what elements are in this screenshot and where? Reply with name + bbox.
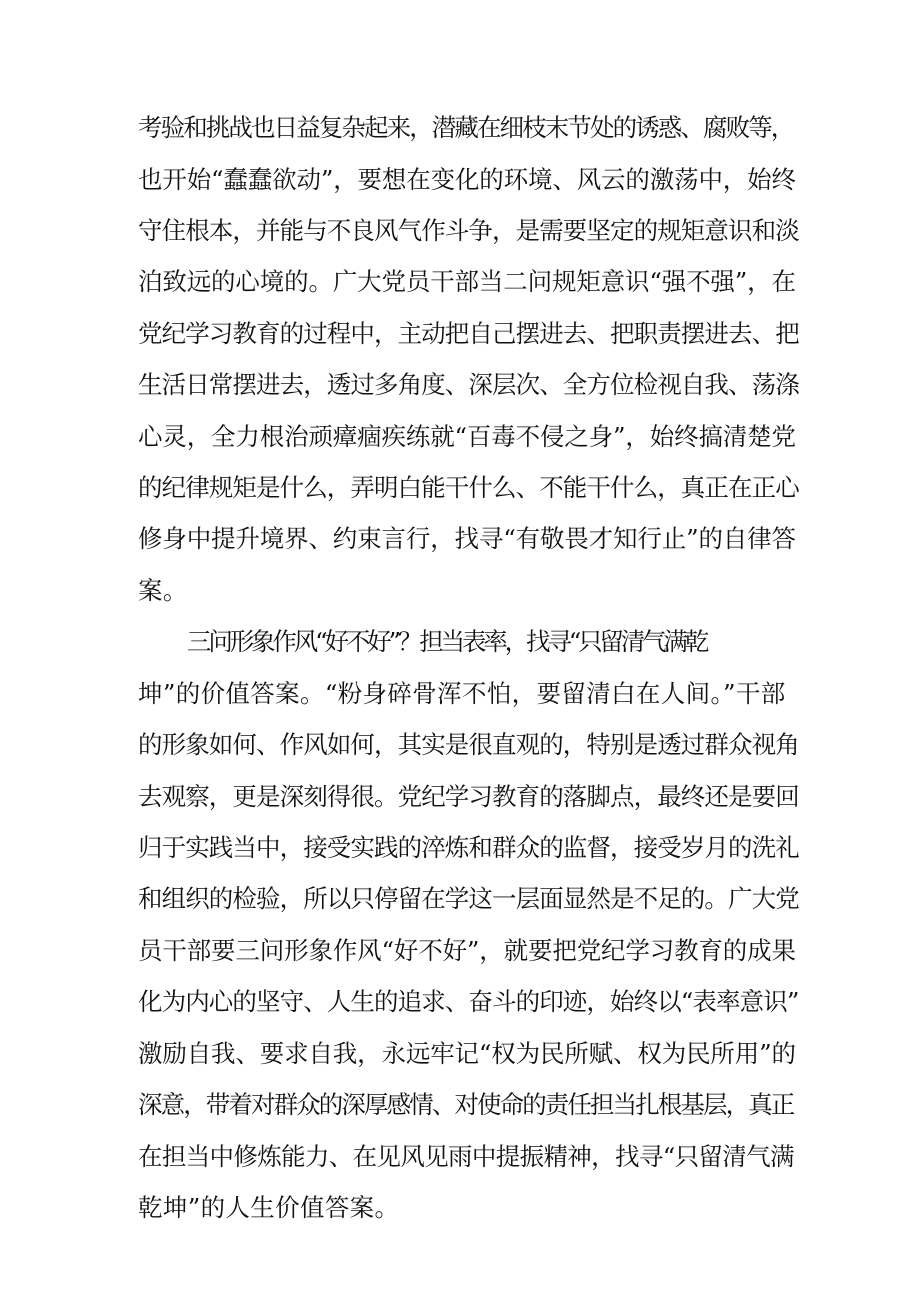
- text-line: 也开始“蠢蠢欲动”，要想在变化的环境、风云的激荡中，始终: [138, 165, 796, 194]
- text-line: 在担当中修炼能力、在见风见雨中提振精神，找寻“只留清气满: [138, 1142, 794, 1171]
- text-line: 考验和挑战也日益复杂起来，潜藏在细枝末节处的诱惑、腐败等，: [138, 113, 794, 142]
- text-line: 深意，带着对群众的深厚感情、对使命的责任担当扎根基层，真正: [138, 1090, 794, 1119]
- text-line: 乾坤”的人生价值答案。: [138, 1193, 400, 1222]
- text-line: 员干部要三问形象作风“好不好”，就要把党纪学习教育的成果: [138, 936, 796, 965]
- text-line: 归于实践当中，接受实践的淬炼和群众的监督，接受岁月的洗礼: [138, 833, 799, 862]
- text-line: 案。: [138, 576, 188, 605]
- text-line: 生活日常摆进去，透过多角度、深层次、全方位检视自我、荡涤: [138, 370, 799, 399]
- text-line: 修身中提升境界、约束言行，找寻“有敬畏才知行止”的自律答: [138, 524, 796, 553]
- text-line: 坤”的价值答案。“粉身碎骨浑不怕，要留清白在人间。”干部: [138, 679, 786, 708]
- text-line: 党纪学习教育的过程中，主动把自己摆进去、把职责摆进去、把: [138, 319, 799, 348]
- text-line: 守住根本，并能与不良风气作斗争，是需要坚定的规矩意识和淡: [138, 216, 799, 245]
- text-line: 去观察，更是深刻得很。党纪学习教育的落脚点，最终还是要回: [138, 782, 799, 811]
- text-line: 激励自我、要求自我，永远牢记“权为民所赋、权为民所用”的: [138, 1039, 796, 1068]
- text-line: 的纪律规矩是什么，弄明白能干什么、不能干什么，真正在正心: [138, 473, 799, 502]
- text-line: 心灵，全力根治顽瘴痼疾练就“百毒不侵之身”，始终搞清楚党: [138, 422, 796, 451]
- text-line: 泊致远的心境的。广大党员干部当二问规矩意识“强不强”，在: [138, 267, 796, 296]
- text-line: 三问形象作风“好不好”？担当表率，找寻“只留清气满乾: [187, 627, 707, 656]
- text-line: 的形象如何、作风如何，其实是很直观的，特别是透过群众视角: [138, 730, 799, 759]
- text-line: 化为内心的坚守、人生的追求、奋斗的印迹，始终以“表率意识”: [138, 987, 799, 1016]
- text-line: 和组织的检验，所以只停留在学这一层面显然是不足的。广大党: [138, 884, 799, 913]
